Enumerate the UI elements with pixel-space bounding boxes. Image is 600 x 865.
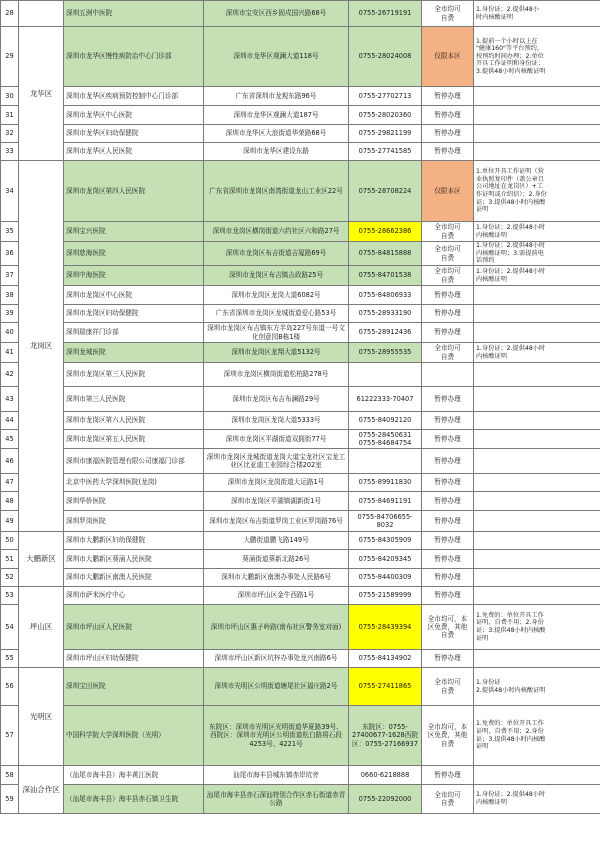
requirements-note: 1.身份证；2.提供48小时 内核酸证明；3.需提前电 话预约 (474, 242, 600, 266)
hospital-name: 深圳市坪山区妇幼保健院 (64, 650, 204, 668)
hospital-name: 深圳宝兴医院 (64, 222, 204, 242)
row-number: 55 (1, 650, 19, 668)
hospital-phone: 0755-28662386 (349, 222, 422, 242)
row-number: 43 (1, 387, 19, 412)
hospital-address: 深圳市龙华区大浪街道华荣路68号 (204, 125, 349, 143)
hospital-address: 深圳市光明区公明街道塘尾社区福庄路2号 (204, 668, 349, 706)
requirements-note: 1.提前一个小时以上在 "健康160"等平台预约， 按预约时间办理；2.单位 开具工作证明和身份证； 3.提供48小时内核酸证明 (474, 27, 600, 87)
requirements-note (474, 569, 600, 587)
requirements-note (474, 106, 600, 125)
hospital-address: 深圳市龙岗区布吉镇吉政路25号 (204, 266, 349, 286)
row-number: 56 (1, 668, 19, 706)
hospital-address: 广东省深圳市龙岗区南湾街道龙山工业区22号 (204, 161, 349, 222)
table-row (1, 587, 600, 605)
service-scope: 全市均可 自费 (422, 785, 474, 814)
table-row (1, 511, 600, 532)
hospital-phone: 0755-27702713 (349, 87, 422, 106)
hospital-address: 深圳市大鹏新区南澳办事处人民路6号 (204, 569, 349, 587)
row-number: 37 (1, 266, 19, 286)
requirements-note (474, 412, 600, 430)
requirements-note: 1.免费的：单位开具工作 证明，自费不用；2.身份 证；3.提供48小时内核酸 证明 (474, 605, 600, 650)
hospital-name: 深圳市大鹏新区葵涌人民医院 (64, 550, 204, 569)
hospital-phone (349, 449, 422, 474)
hospital-name: （汕尾市海丰县）海丰黄江医院 (64, 766, 204, 785)
hospital-phone: 61222333-70407 (349, 387, 422, 412)
service-scope: 暂停办理 (422, 430, 474, 449)
hospital-name: 深圳市龙华区中心医院 (64, 106, 204, 125)
hospital-address: 深圳市龙岗区布吉镇东方半岛227号东道一号文化创意园B栋1楼 (204, 323, 349, 343)
hospital-address: 深圳市龙岗区龙城街道龙岗大道宝龙社区宝龙工业区比亚迪工业园综合楼202室 (204, 449, 349, 474)
hospital-address: 葵涌街道葵新北路26号 (204, 550, 349, 569)
hospital-phone: 0755-27411865 (349, 668, 422, 706)
hospital-name: 深圳市龙岗区第三人民医院 (64, 363, 204, 387)
service-scope: 暂停办理 (422, 323, 474, 343)
hospital-name: 中国科学院大学深圳医院（光明） (64, 706, 204, 766)
hospital-address: 大鹏街道鹏飞路149号 (204, 532, 349, 550)
table-row (1, 492, 600, 511)
row-number: 45 (1, 430, 19, 449)
row-number: 51 (1, 550, 19, 569)
requirements-note (474, 550, 600, 569)
hospital-address: 深圳市龙岗区龙岗大道6082号 (204, 286, 349, 305)
requirements-note (474, 387, 600, 412)
hospital-name: 深圳市龙华区妇幼保健院 (64, 125, 204, 143)
table-row (1, 125, 600, 143)
row-number: 48 (1, 492, 19, 511)
hospital-address: 深圳市龙岗区龙翔大道5132号 (204, 343, 349, 363)
table-row (1, 222, 600, 242)
table-row (1, 449, 600, 474)
service-scope: 全市均可 自费 (422, 668, 474, 706)
hospital-name: 深圳市第三人民医院 (64, 387, 204, 412)
hospital-address: 深圳市龙岗区横岗街道松柏路278号 (204, 363, 349, 387)
row-number: 46 (1, 449, 19, 474)
hospital-name: 深圳市龙岗区第四人民医院 (64, 161, 204, 222)
hospital-address: 汕尾市海丰县赤石深汕特别合作区赤石街道赤青公路 (204, 785, 349, 814)
service-scope: 全市均可，本 区免费，其他 自费 (422, 706, 474, 766)
table-row (1, 650, 600, 668)
service-scope: 仅限本区 (422, 161, 474, 222)
requirements-note (474, 511, 600, 532)
table-row (1, 430, 600, 449)
service-scope: 全市均可 自费 (422, 266, 474, 286)
hospital-name: 深圳市龙岗区第五人民医院 (64, 430, 204, 449)
service-scope: 全市均可 自费 (422, 1, 474, 27)
hospital-phone: 0755-29821199 (349, 125, 422, 143)
hospital-address: 深圳市坪山区新区坑梓办事处龙兴南路6号 (204, 650, 349, 668)
hospital-name: 深圳中海医院 (64, 266, 204, 286)
requirements-note (474, 363, 600, 387)
hospital-name: 深圳罗岗医院 (64, 511, 204, 532)
table-row (1, 387, 600, 412)
hospital-phone: 0755-84806933 (349, 286, 422, 305)
row-number: 44 (1, 412, 19, 430)
hospital-phone: 0755-84305909 (349, 532, 422, 550)
district-cell: 坪山区 (19, 587, 64, 668)
service-scope: 暂停办理 (422, 125, 474, 143)
table-row (1, 305, 600, 323)
service-scope: 全市均可 自费 (422, 242, 474, 266)
hospital-phone: 0755-22092000 (349, 785, 422, 814)
service-scope: 暂停办理 (422, 474, 474, 492)
hospital-name: 深圳市龙岗区妇幼保健院 (64, 305, 204, 323)
row-number: 36 (1, 242, 19, 266)
hospital-address: 深圳市龙岗区布吉街道罗岗工业区罗岗路76号 (204, 511, 349, 532)
table-row (1, 569, 600, 587)
hospital-phone: 0755-84691191 (349, 492, 422, 511)
row-number: 39 (1, 305, 19, 323)
row-number: 35 (1, 222, 19, 242)
table-row (1, 161, 600, 222)
row-number: 38 (1, 286, 19, 305)
hospital-name: 深圳市龙华区疾病预防控制中心门诊部 (64, 87, 204, 106)
requirements-note: 1.身份证；2.提供48小时 内核酸证明 (474, 266, 600, 286)
hospital-phone: 0755-84701538 (349, 266, 422, 286)
hospital-phone: 0755-84706655-8032 (349, 511, 422, 532)
district-cell: 光明区 (19, 668, 64, 766)
hospital-address: 深圳市龙岗区龙岗大道5333号 (204, 412, 349, 430)
requirements-note (474, 323, 600, 343)
table-row (1, 785, 600, 814)
requirements-note (474, 125, 600, 143)
hospital-address: 深圳市龙岗区平湖镇湖新街1号 (204, 492, 349, 511)
hospital-address: 深圳市龙岗区布吉布澜路29号 (204, 387, 349, 412)
requirements-note (474, 143, 600, 161)
hospital-name: 深圳市康福医院管理有限公司康福门诊部 (64, 449, 204, 474)
hospital-phone: 0755-27741585 (349, 143, 422, 161)
table-row (1, 412, 600, 430)
table-row (1, 242, 600, 266)
table-row (1, 343, 600, 363)
hospital-name: 深圳华侨医院 (64, 492, 204, 511)
requirements-note: 1.身份证 2.提供48小时内核酸证明 (474, 668, 600, 706)
table-row (1, 143, 600, 161)
hospital-phone: 0755-89911830 (349, 474, 422, 492)
row-number: 57 (1, 706, 19, 766)
row-number: 34 (1, 161, 19, 222)
hospital-name: 深圳宝田医院 (64, 668, 204, 706)
requirements-note: 1.身份证；2.提供48小 时内核酸证明 (474, 1, 600, 27)
service-scope: 暂停办理 (422, 143, 474, 161)
district-cell: 深汕合作区 (19, 766, 64, 814)
row-number: 32 (1, 125, 19, 143)
hospital-address: 深圳市龙岗区布吉街道吉厦路69号 (204, 242, 349, 266)
hospital-address: 深圳市龙华区建设东路 (204, 143, 349, 161)
requirements-note (474, 449, 600, 474)
hospital-name: 深圳五洲中医院 (64, 1, 204, 27)
hospital-name: （汕尾市海丰县）海丰县赤石镇卫生院 (64, 785, 204, 814)
table-row (1, 323, 600, 343)
table-row (1, 668, 600, 706)
row-number: 30 (1, 87, 19, 106)
district-cell: 龙岗区 (19, 161, 64, 532)
row-number: 52 (1, 569, 19, 587)
hospital-phone: 0755-26719191 (349, 1, 422, 27)
hospital-name: 深圳慈海医院 (64, 242, 204, 266)
table-row (1, 266, 600, 286)
service-scope: 暂停办理 (422, 106, 474, 125)
requirements-note (474, 587, 600, 605)
hospital-name: 深圳龙城医院 (64, 343, 204, 363)
table-row (1, 706, 600, 766)
requirements-note (474, 532, 600, 550)
hospital-address: 汕尾市海丰县城东镇赤岸坑旁 (204, 766, 349, 785)
hospital-address: 深圳市坪山区惠子岭路(南布社区警务室对面) (204, 605, 349, 650)
hospital-phone: 0755-28955535 (349, 343, 422, 363)
hospital-name: 北京中医药大学深圳医院(龙岗) (64, 474, 204, 492)
district-cell (19, 1, 64, 27)
hospital-address: 深圳市龙岗区横岗街道六约社区六和路27号 (204, 222, 349, 242)
row-number: 58 (1, 766, 19, 785)
table-row (1, 1, 600, 27)
row-number: 50 (1, 532, 19, 550)
requirements-note (474, 650, 600, 668)
hospital-phone: 0755-84134902 (349, 650, 422, 668)
requirements-note: 1.免费的：单位开具工作 证明，自费不用；2.身份 证；3.提供48小时内核酸 证明 (474, 706, 600, 766)
hospital-phone: 0755-28450631 0755-84684754 (349, 430, 422, 449)
row-number: 54 (1, 605, 19, 650)
hospital-phone: 0755-28024008 (349, 27, 422, 87)
service-scope: 暂停办理 (422, 511, 474, 532)
hospital-phone: 0755-28912436 (349, 323, 422, 343)
service-scope: 暂停办理 (422, 492, 474, 511)
service-scope (422, 363, 474, 387)
hospital-address: 深圳市坪山区金牛西路1号 (204, 587, 349, 605)
row-number: 59 (1, 785, 19, 814)
hospital-phone: 0660-6218888 (349, 766, 422, 785)
hospital-address: 东院区：深圳市光明区光明街道华夏路39号、西院区：深圳市光明区公明街道松白路将石段4253号、4221号 (204, 706, 349, 766)
row-number: 42 (1, 363, 19, 387)
row-number: 40 (1, 323, 19, 343)
service-scope: 暂停办理 (422, 305, 474, 323)
requirements-note: 1.身份证；2.提供48小时 内核酸证明 (474, 785, 600, 814)
hospital-address: 深圳市龙华区观澜大道187号 (204, 106, 349, 125)
hospital-phone (349, 363, 422, 387)
table-row (1, 87, 600, 106)
table-row (1, 286, 600, 305)
requirements-note (474, 766, 600, 785)
hospital-phone: 0755-28708224 (349, 161, 422, 222)
table-row (1, 474, 600, 492)
service-scope: 暂停办理 (422, 449, 474, 474)
table-row (1, 766, 600, 785)
requirements-note: 1.单位开具工作证明（营 业执照复印件（盖公章且 公司地址在龙岗区）+工 作证明或介绍信）；2.身份 证；3.提供48小时内核酸 证明 (474, 161, 600, 222)
hospital-phone: 0755-84815888 (349, 242, 422, 266)
service-scope: 暂停办理 (422, 387, 474, 412)
row-number: 53 (1, 587, 19, 605)
requirements-note (474, 474, 600, 492)
hospital-address: 广东省深圳市龙观东路96号 (204, 87, 349, 106)
row-number: 31 (1, 106, 19, 125)
row-number: 41 (1, 343, 19, 363)
row-number: 47 (1, 474, 19, 492)
service-scope: 暂停办理 (422, 412, 474, 430)
requirements-note (474, 492, 600, 511)
requirements-note: 1.身份证；2.提供48小时 内核酸证明 (474, 343, 600, 363)
row-number: 28 (1, 1, 19, 27)
hospital-address: 深圳市龙岗区龙岗街道大运路1号 (204, 474, 349, 492)
table-row (1, 532, 600, 550)
hospital-phone: 东院区：0755-27400677-1628西院区：0755-27166937 (349, 706, 422, 766)
district-cell: 大鹏新区 (19, 532, 64, 587)
table-row (1, 550, 600, 569)
requirements-note (474, 430, 600, 449)
district-cell: 龙华区 (19, 27, 64, 161)
table-row (1, 605, 600, 650)
hospital-name: 深圳市龙岗区第六人民医院 (64, 412, 204, 430)
service-scope: 暂停办理 (422, 87, 474, 106)
row-number: 49 (1, 511, 19, 532)
table-row (1, 27, 600, 87)
service-scope: 暂停办理 (422, 766, 474, 785)
service-scope: 仅限本区 (422, 27, 474, 87)
hospital-name: 深圳瑞康祥门诊部 (64, 323, 204, 343)
hospital-name: 深圳市龙华区人民医院 (64, 143, 204, 161)
service-scope: 暂停办理 (422, 569, 474, 587)
hospital-address: 广东省深圳市龙岗区龙城街道爱心路53号 (204, 305, 349, 323)
hospital-name: 深圳市萨米医疗中心 (64, 587, 204, 605)
requirements-note: 1.身份证；2.提供48小时 内核酸证明 (474, 222, 600, 242)
hospital-phone: 0755-21589999 (349, 587, 422, 605)
service-scope: 全市均可，本 区免费，其他 自费 (422, 605, 474, 650)
table-row (1, 363, 600, 387)
hospital-phone: 0755-84209345 (349, 550, 422, 569)
hospital-address: 深圳市龙华区观澜大道118号 (204, 27, 349, 87)
hospital-phone: 0755-84400309 (349, 569, 422, 587)
hospital-phone: 0755-28933190 (349, 305, 422, 323)
requirements-note (474, 305, 600, 323)
hospital-name: 深圳市龙华区慢性病防治中心门诊部 (64, 27, 204, 87)
hospital-address: 深圳市宝安区西乡固戍国兴路68号 (204, 1, 349, 27)
table-row (1, 106, 600, 125)
hospital-phone: 0755-28439394 (349, 605, 422, 650)
hospital-name: 深圳市大鹏新区南澳人民医院 (64, 569, 204, 587)
service-scope: 暂停办理 (422, 650, 474, 668)
hospital-name: 深圳市大鹏新区妇幼保健院 (64, 532, 204, 550)
requirements-note (474, 286, 600, 305)
hospital-name: 深圳市坪山区人民医院 (64, 605, 204, 650)
hospital-phone: 0755-84092120 (349, 412, 422, 430)
hospital-table-body (1, 1, 600, 814)
service-scope: 暂停办理 (422, 532, 474, 550)
service-scope: 暂停办理 (422, 286, 474, 305)
service-scope: 全市均可 自费 (422, 343, 474, 363)
requirements-note (474, 87, 600, 106)
row-number: 29 (1, 27, 19, 87)
service-scope: 全市均可 自费 (422, 222, 474, 242)
service-scope: 暂停办理 (422, 587, 474, 605)
service-scope: 暂停办理 (422, 550, 474, 569)
row-number: 33 (1, 143, 19, 161)
hospital-phone: 0755-28020360 (349, 106, 422, 125)
hospital-name: 深圳市龙岗区中心医院 (64, 286, 204, 305)
hospital-address: 深圳市龙岗区平湖街道双拥街77号 (204, 430, 349, 449)
